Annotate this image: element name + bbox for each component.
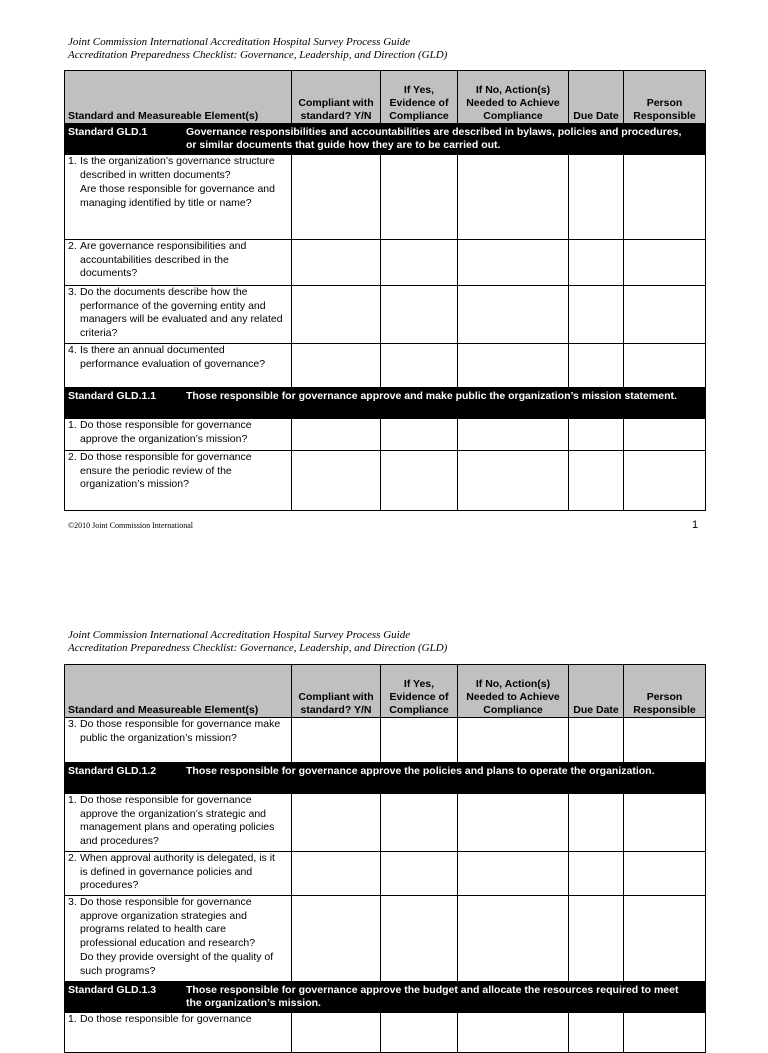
checklist-table (64, 70, 706, 511)
compliant-cell[interactable] (292, 1013, 381, 1053)
actions-cell[interactable] (458, 155, 569, 240)
actions-cell[interactable] (458, 344, 569, 388)
element-number: 3. (68, 896, 77, 908)
person-cell[interactable] (624, 896, 706, 982)
element-text: Do those responsible for governance approve the organization’s strategic and management plans and operating policies and procedures? (80, 794, 275, 847)
compliant-cell[interactable] (292, 155, 381, 240)
due-date-cell[interactable] (569, 896, 624, 982)
evidence-cell[interactable] (381, 451, 458, 511)
element-text: Is the organization’s governance structure described in written documents? (80, 155, 275, 181)
standard-id: Standard GLD.1.3 (68, 984, 157, 996)
element-number: 2. (68, 852, 77, 864)
element-text: Do those responsible for governance approve organization strategies and programs related to health care professional education and research? (80, 896, 256, 949)
checklist-table (64, 664, 706, 1053)
evidence-cell[interactable] (381, 240, 458, 286)
compliant-cell[interactable] (292, 240, 381, 286)
person-cell[interactable] (624, 1013, 706, 1053)
element-number: 1. (68, 155, 77, 167)
evidence-cell[interactable] (381, 794, 458, 852)
due-date-cell[interactable] (569, 286, 624, 344)
standard-text: Those responsible for governance approve the policies and plans to operate the organization. (186, 765, 655, 777)
actions-cell[interactable] (458, 451, 569, 511)
person-cell[interactable] (624, 419, 706, 451)
due-date-cell[interactable] (569, 1013, 624, 1053)
element-number: 1. (68, 419, 77, 431)
table-row (65, 896, 706, 982)
table-row (65, 419, 706, 451)
measurable-element (65, 896, 292, 982)
table-row (65, 794, 706, 852)
copyright-footer: ©2010 Joint Commission International (68, 521, 193, 530)
element-text: When approval authority is delegated, is it is defined in governance policies and procedures? (80, 852, 275, 891)
actions-cell[interactable] (458, 896, 569, 982)
due-date-cell[interactable] (569, 155, 624, 240)
standard-id: Standard GLD.1 (68, 126, 148, 138)
page-header (68, 629, 447, 655)
header-line-1: Joint Commission International Accreditation Hospital Survey Process Guide (68, 629, 411, 641)
compliant-cell[interactable] (292, 896, 381, 982)
compliant-cell[interactable] (292, 718, 381, 763)
column-header-row (65, 665, 706, 718)
measurable-element (65, 419, 292, 451)
due-date-cell[interactable] (569, 718, 624, 763)
due-date-cell[interactable] (569, 240, 624, 286)
evidence-cell[interactable] (381, 155, 458, 240)
column-header-person: Person Responsible (624, 71, 706, 124)
measurable-element (65, 344, 292, 388)
column-header-standard: Standard and Measureable Element(s) (65, 665, 292, 718)
standard-id: Standard GLD.1.2 (68, 765, 157, 777)
standard-row-gld1-2 (65, 763, 706, 794)
element-text: Do the documents describe how the performance of the governing entity and managers will be evaluated and any related criteria? (80, 286, 283, 339)
column-header-actions: If No, Action(s) Needed to Achieve Compliance (458, 665, 569, 718)
measurable-element (65, 451, 292, 511)
actions-cell[interactable] (458, 286, 569, 344)
standard-text: Those responsible for governance approve and make public the organization’s mission statement. (186, 390, 677, 402)
due-date-cell[interactable] (569, 451, 624, 511)
element-number: 1. (68, 1013, 77, 1025)
column-header-compliant: Compliant with standard? Y/N (292, 665, 381, 718)
column-header-evidence: If Yes, Evidence of Compliance (381, 665, 458, 718)
table-row (65, 1013, 706, 1053)
element-text: Do those responsible for governance make public the organization’s mission? (80, 718, 281, 744)
element-number: 2. (68, 451, 77, 463)
standard-row-gld1 (65, 124, 706, 155)
table-row (65, 344, 706, 388)
measurable-element (65, 718, 292, 763)
column-header-due-date: Due Date (569, 71, 624, 124)
table-row (65, 155, 706, 240)
column-header-actions: If No, Action(s) Needed to Achieve Compliance (458, 71, 569, 124)
column-header-person: Person Responsible (624, 665, 706, 718)
standard-row-gld1-1 (65, 388, 706, 419)
evidence-cell[interactable] (381, 852, 458, 896)
column-header-evidence: If Yes, Evidence of Compliance (381, 71, 458, 124)
person-cell[interactable] (624, 852, 706, 896)
actions-cell[interactable] (458, 718, 569, 763)
standard-text: Governance responsibilities and accountabilities are described in bylaws, policies and procedures, or similar documents that guide how they are to be carried out. (186, 126, 682, 151)
header-line-2: Accreditation Preparedness Checklist: Governance, Leadership, and Direction (GLD) (68, 642, 448, 654)
header-line-2: Accreditation Preparedness Checklist: Governance, Leadership, and Direction (GLD) (68, 49, 448, 61)
table-row (65, 718, 706, 763)
element-subtext: Are those responsible for governance and managing identified by title or name? (80, 183, 275, 209)
column-header-due-date: Due Date (569, 665, 624, 718)
element-text: Is there an annual documented performance evaluation of governance? (80, 344, 266, 370)
person-cell[interactable] (624, 794, 706, 852)
compliant-cell[interactable] (292, 286, 381, 344)
measurable-element (65, 240, 292, 286)
evidence-cell[interactable] (381, 1013, 458, 1053)
compliant-cell[interactable] (292, 451, 381, 511)
compliant-cell[interactable] (292, 344, 381, 388)
element-text: Are governance responsibilities and accountabilities described in the documents? (80, 240, 247, 279)
compliant-cell[interactable] (292, 852, 381, 896)
standard-text: Those responsible for governance approve the budget and allocate the resources required to meet the organization’s mission. (186, 984, 679, 1009)
measurable-element (65, 852, 292, 896)
actions-cell[interactable] (458, 794, 569, 852)
person-cell[interactable] (624, 344, 706, 388)
compliant-cell[interactable] (292, 419, 381, 451)
evidence-cell[interactable] (381, 344, 458, 388)
evidence-cell[interactable] (381, 718, 458, 763)
column-header-row (65, 71, 706, 124)
due-date-cell[interactable] (569, 852, 624, 896)
page-header (68, 36, 447, 62)
compliant-cell[interactable] (292, 794, 381, 852)
person-cell[interactable] (624, 718, 706, 763)
measurable-element (65, 794, 292, 852)
table-row (65, 240, 706, 286)
element-text: Do those responsible for governance ensure the periodic review of the organization’s mission? (80, 451, 252, 490)
element-number: 2. (68, 240, 77, 252)
column-header-compliant: Compliant with standard? Y/N (292, 71, 381, 124)
evidence-cell[interactable] (381, 896, 458, 982)
table-row (65, 286, 706, 344)
measurable-element (65, 1013, 292, 1053)
due-date-cell[interactable] (569, 419, 624, 451)
person-cell[interactable] (624, 286, 706, 344)
element-number: 3. (68, 286, 77, 298)
evidence-cell[interactable] (381, 419, 458, 451)
actions-cell[interactable] (458, 240, 569, 286)
due-date-cell[interactable] (569, 794, 624, 852)
standard-row-gld1-3 (65, 982, 706, 1013)
standard-id: Standard GLD.1.1 (68, 390, 157, 402)
table-row (65, 852, 706, 896)
element-subtext: Do they provide oversight of the quality of such programs? (80, 951, 274, 977)
element-text: Do those responsible for governance approve the organization’s mission? (80, 419, 252, 445)
person-cell[interactable] (624, 155, 706, 240)
column-header-standard: Standard and Measureable Element(s) (65, 71, 292, 124)
element-number: 3. (68, 718, 77, 730)
measurable-element (65, 286, 292, 344)
element-number: 1. (68, 794, 77, 806)
actions-cell[interactable] (458, 852, 569, 896)
person-cell[interactable] (624, 451, 706, 511)
evidence-cell[interactable] (381, 286, 458, 344)
measurable-element (65, 155, 292, 240)
element-number: 4. (68, 344, 77, 356)
header-line-1: Joint Commission International Accreditation Hospital Survey Process Guide (68, 36, 411, 48)
element-text: Do those responsible for governance (80, 1013, 252, 1025)
page-number: 1 (692, 519, 699, 531)
table-row (65, 451, 706, 511)
due-date-cell[interactable] (569, 344, 624, 388)
actions-cell[interactable] (458, 1013, 569, 1053)
actions-cell[interactable] (458, 419, 569, 451)
person-cell[interactable] (624, 240, 706, 286)
